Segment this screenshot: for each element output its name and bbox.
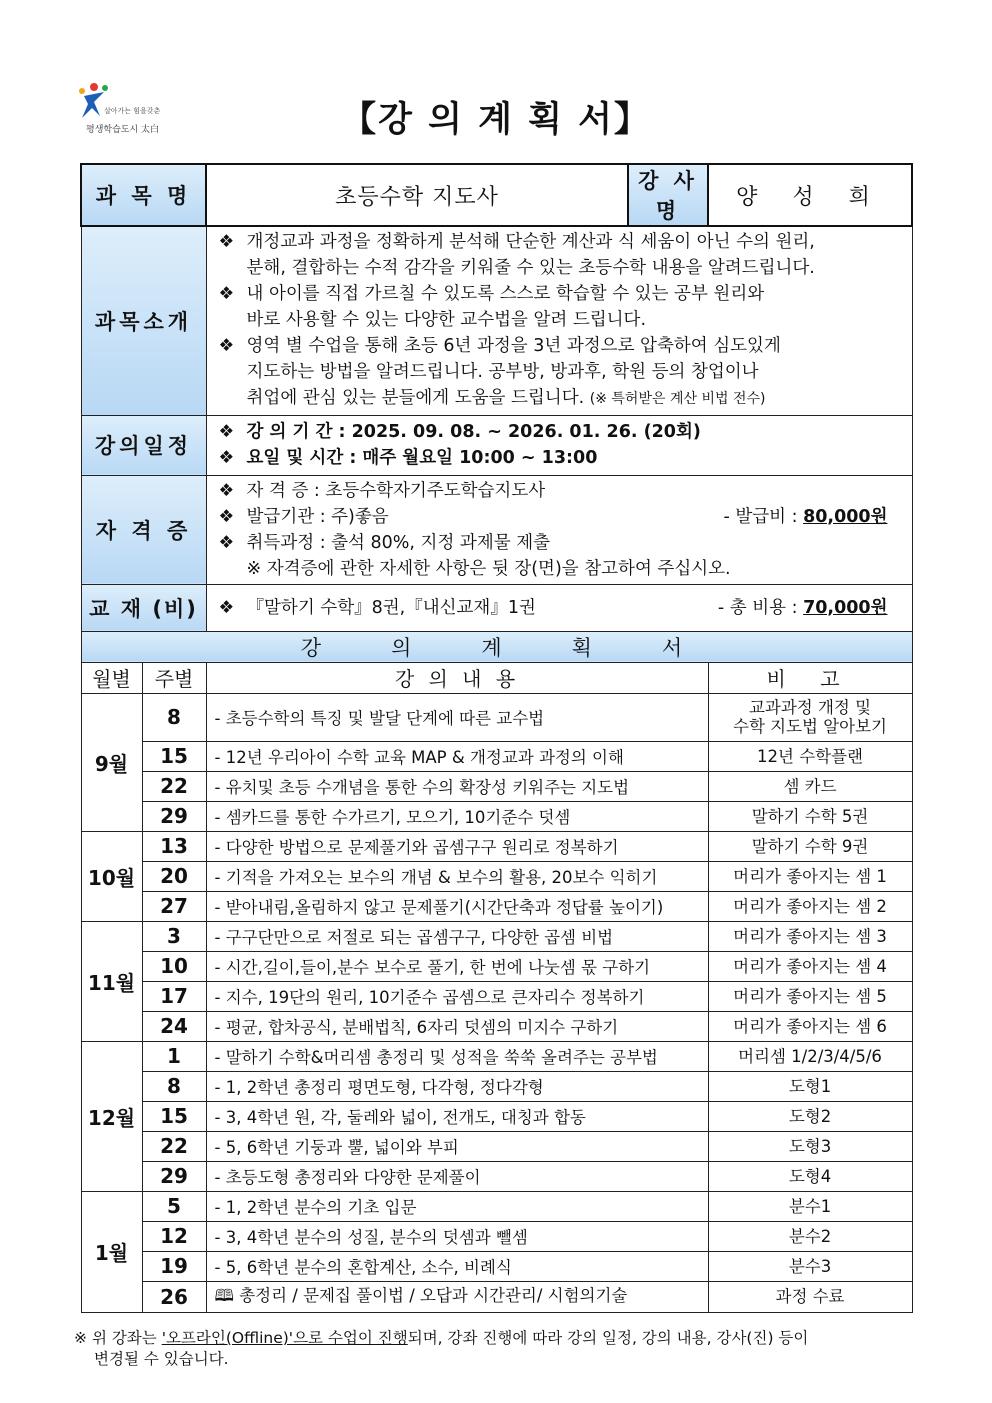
instructor-name: 양 성 희 xyxy=(708,164,912,226)
content-cell: - 5, 6학년 분수의 혼합계산, 소수, 비례식 xyxy=(206,1251,708,1281)
content-cell: - 기적을 가져오는 보수의 개념 & 보수의 활용, 20보수 익히기 xyxy=(206,861,708,891)
month-cell: 12월 xyxy=(81,1041,142,1191)
table-row xyxy=(81,861,912,891)
material-label: 교 재 (비) xyxy=(81,584,206,631)
note-cell: 교과과정 개정 및 수학 지도법 알아보기 xyxy=(708,693,912,741)
material-text: ❖ 『말하기 수학』8권,『내신교재』1권 - 총 비용 : 70,000원 xyxy=(206,584,912,631)
note-cell: 머리가 좋아지는 셈 6 xyxy=(708,1011,912,1041)
note-cell: 셈 카드 xyxy=(708,771,912,801)
intro-text: ❖ 개정교과 과정을 정확하게 분석해 단순한 계산과 식 세움이 아닌 수의 원리, 분해, 결합하는 수적 감각을 키워줄 수 있는 초등수학 내용을 알려드립니다. ❖ 내 아이를 직접 가르칠 수 있도록 스스로 학습할 수 있는 공부 원리와 바로 사용할 수 있는 다양한 교수법을 알려 드립니다. ❖ 영역 별 수업을 통해 초등 6년 과정을 3년 과정으로 압축하여 심도있게 지도하는 방법을 알려드립니다. 공부방, 방과후, 학원 등의 창업이나 취업에 관심 있는 분들에게 도움을 드립니다. (※ 특허받은 계산 비법 전수) xyxy=(206,226,912,415)
cert-label: 자 격 증 xyxy=(81,475,206,584)
plan-band: 강의계획서 xyxy=(81,631,912,662)
content-cell: - 평균, 합차공식, 분배법칙, 6자리 덧셈의 미지수 구하기 xyxy=(206,1011,708,1041)
content-cell: - 3, 4학년 원, 각, 둘레와 넓이, 전개도, 대칭과 합동 xyxy=(206,1101,708,1131)
month-cell: 9월 xyxy=(81,693,142,831)
table-row xyxy=(81,1251,912,1281)
table-row xyxy=(81,1101,912,1131)
week-cell: 24 xyxy=(142,1011,206,1041)
week-cell: 15 xyxy=(142,741,206,771)
week-cell: 10 xyxy=(142,951,206,981)
content-cell: - 5, 6학년 기둥과 뿔, 넓이와 부피 xyxy=(206,1131,708,1161)
note-cell: 도형4 xyxy=(708,1161,912,1191)
table-row xyxy=(81,1131,912,1161)
table-row xyxy=(81,771,912,801)
week-cell: 12 xyxy=(142,1221,206,1251)
week-cell: 29 xyxy=(142,1161,206,1191)
note-cell: 도형1 xyxy=(708,1071,912,1101)
cert-fee: 80,000원 xyxy=(803,506,888,527)
week-cell: 19 xyxy=(142,1251,206,1281)
note-cell: 과정 수료 xyxy=(708,1281,912,1312)
week-cell: 8 xyxy=(142,693,206,741)
week-cell: 22 xyxy=(142,1131,206,1161)
table-row xyxy=(81,831,912,861)
footer-note: ※ 위 강좌는 '오프라인(Offline)'으로 수업이 진행되며, 강좌 진행에 따라 강의 일정, 강의 내용, 강사(진) 등이 변경될 수 있습니다. xyxy=(74,1329,809,1368)
schedule-text: ❖ 강 의 기 간 : 2025. 09. 08. ~ 2026. 01. 26. (20회) ❖ 요일 및 시간 : 매주 월요일 10:00 ~ 13:00 xyxy=(206,415,912,475)
table-row xyxy=(81,1071,912,1101)
table-row xyxy=(81,1161,912,1191)
table-row xyxy=(81,1221,912,1251)
logo-subtitle: 살아가는 힘을갖춘 xyxy=(104,107,161,115)
note-cell: 도형2 xyxy=(708,1101,912,1131)
table-row xyxy=(81,801,912,831)
table-row xyxy=(81,693,912,741)
month-cell: 11월 xyxy=(81,921,142,1041)
month-cell: 1월 xyxy=(81,1191,142,1312)
week-cell: 8 xyxy=(142,1071,206,1101)
month-cell: 10월 xyxy=(81,831,142,921)
col-note: 비 고 xyxy=(708,662,912,693)
week-cell: 1 xyxy=(142,1041,206,1071)
table-row xyxy=(81,741,912,771)
material-cost: 70,000원 xyxy=(803,597,888,618)
table-row xyxy=(81,1011,912,1041)
table-row xyxy=(81,951,912,981)
col-month: 월별 xyxy=(81,662,142,693)
note-cell: 머리가 좋아지는 셈 2 xyxy=(708,891,912,921)
content-cell: - 다양한 방법으로 문제풀기와 곱셈구구 원리로 정복하기 xyxy=(206,831,708,861)
note-cell: 머리가 좋아지는 셈 4 xyxy=(708,951,912,981)
note-cell: 도형3 xyxy=(708,1131,912,1161)
content-cell: - 구구단만으로 저절로 되는 곱셈구구, 다양한 곱셈 비법 xyxy=(206,921,708,951)
week-cell: 3 xyxy=(142,921,206,951)
note-cell: 머리가 좋아지는 셈 5 xyxy=(708,981,912,1011)
content-cell: - 말하기 수학&머리셈 총정리 및 성적을 쑥쑥 올려주는 공부법 xyxy=(206,1041,708,1071)
logo-caption: 평생학습도시 太白 xyxy=(86,125,160,135)
note-cell: 머리가 좋아지는 셈 1 xyxy=(708,861,912,891)
cert-text: ❖ 자 격 증 : 초등수학자기주도학습지도사 ❖ 발급기관 : 주)좋음 - 발급비 : 80,000원 ❖ 취득과정 : 출석 80%, 지정 과제물 제출 ※ 자격증에 관한 자세한 사항은 뒷 장(면)을 참고하여 주십시오. xyxy=(206,475,912,584)
note-cell: 머리가 좋아지는 셈 3 xyxy=(708,921,912,951)
content-cell: - 3, 4학년 분수의 성질, 분수의 덧셈과 뺄셈 xyxy=(206,1221,708,1251)
note-cell: 머리셈 1/2/3/4/5/6 xyxy=(708,1041,912,1071)
col-week: 주별 xyxy=(142,662,206,693)
week-cell: 29 xyxy=(142,801,206,831)
content-cell: - 지수, 19단의 원리, 10기준수 곱셈으로 큰자리수 정복하기 xyxy=(206,981,708,1011)
week-cell: 27 xyxy=(142,891,206,921)
course-name: 초등수학 지도사 xyxy=(206,164,628,226)
week-cell: 15 xyxy=(142,1101,206,1131)
table-row xyxy=(81,921,912,951)
content-cell: - 유치및 초등 수개념을 통한 수의 확장성 키워주는 지도법 xyxy=(206,771,708,801)
content-cell: - 1, 2학년 총정리 평면도형, 다각형, 정다각형 xyxy=(206,1071,708,1101)
table-row xyxy=(81,1281,912,1312)
schedule-label: 강의일정 xyxy=(81,415,206,475)
note-cell: 말하기 수학 5권 xyxy=(708,801,912,831)
week-cell: 26 xyxy=(142,1281,206,1312)
content-cell: - 시간,길이,들이,분수 보수로 풀기, 한 번에 나눗셈 몫 구하기 xyxy=(206,951,708,981)
note-cell: 분수2 xyxy=(708,1221,912,1251)
page-title: 【강 의 계 획 서】 xyxy=(341,100,651,140)
note-cell: 12년 수학플랜 xyxy=(708,741,912,771)
intro-note: (※ 특허받은 계산 비법 전수) xyxy=(589,391,766,408)
content-cell: - 받아내림,올림하지 않고 문제풀기(시간단축과 정답률 높이기) xyxy=(206,891,708,921)
content-cell: - 1, 2학년 분수의 기초 입문 xyxy=(206,1191,708,1221)
footer-highlight: '오프라인(Offline)'으로 수업이 진행 xyxy=(161,1329,408,1347)
table-row xyxy=(81,891,912,921)
table-row xyxy=(81,981,912,1011)
table-row xyxy=(81,1191,912,1221)
content-cell: - 셈카드를 통한 수가르기, 모으기, 10기준수 덧셈 xyxy=(206,801,708,831)
instructor-label: 강 사 명 xyxy=(628,164,708,226)
note-cell: 말하기 수학 9권 xyxy=(708,831,912,861)
week-cell: 13 xyxy=(142,831,206,861)
week-cell: 5 xyxy=(142,1191,206,1221)
plan-table xyxy=(80,163,913,1313)
week-cell: 20 xyxy=(142,861,206,891)
table-row xyxy=(81,1041,912,1071)
note-cell: 분수3 xyxy=(708,1251,912,1281)
week-cell: 22 xyxy=(142,771,206,801)
col-content: 강 의 내 용 xyxy=(206,662,708,693)
content-cell: 🕮 총정리 / 문제집 풀이법 / 오답과 시간관리/ 시험의기술 xyxy=(206,1281,708,1312)
content-cell: - 초등도형 총정리와 다양한 문제풀이 xyxy=(206,1161,708,1191)
intro-label: 과목소개 xyxy=(81,226,206,415)
content-cell: - 초등수학의 특징 및 발달 단계에 따른 교수법 xyxy=(206,693,708,741)
note-cell: 분수1 xyxy=(708,1191,912,1221)
content-cell: - 12년 우리아이 수학 교육 MAP & 개정교과 과정의 이해 xyxy=(206,741,708,771)
course-label: 과 목 명 xyxy=(81,164,206,226)
week-cell: 17 xyxy=(142,981,206,1011)
